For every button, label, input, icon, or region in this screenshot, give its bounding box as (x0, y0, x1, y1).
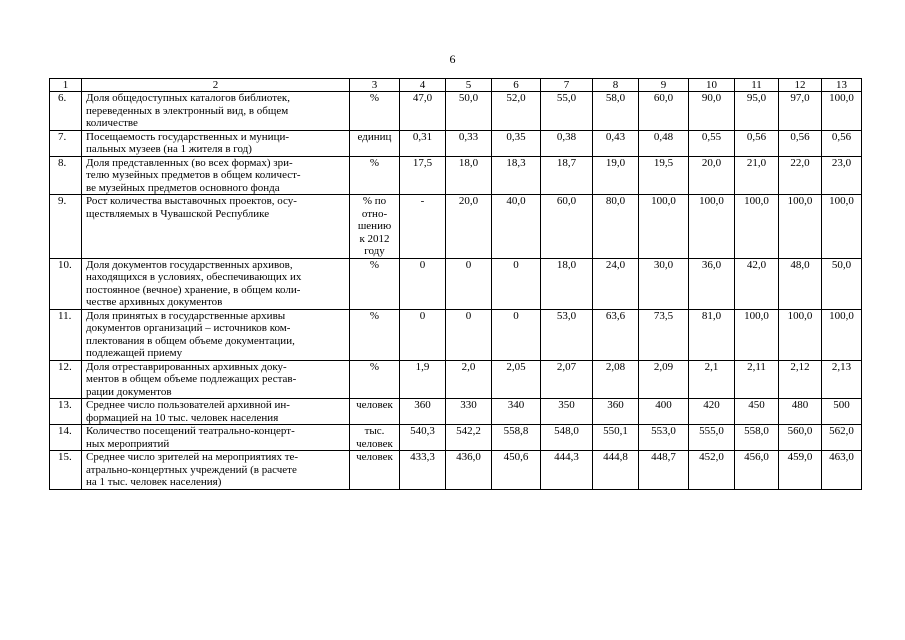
indicator-name-line: находящихся в условиях, обеспечивающих их (86, 271, 302, 283)
table-row (50, 130, 862, 156)
value-cell: 0,31 (400, 130, 446, 156)
value-cell: 0,35 (492, 130, 541, 156)
column-number-cell: 1 (50, 79, 82, 92)
unit-cell (350, 309, 400, 360)
column-number-cell: 7 (541, 79, 593, 92)
indicator-name-line: Доля принятых в государственные архивы (86, 309, 286, 322)
indicator-name-line: постоянное (вечное) хранение, в общем коли- (86, 283, 301, 296)
indicator-name-line: на 1 тыс. человек населения) (86, 476, 222, 488)
value-cell: 42,0 (735, 258, 779, 309)
value-cell: 2,1 (689, 360, 735, 399)
value-cell: 63,6 (593, 309, 639, 360)
value-cell: 100,0 (822, 309, 862, 360)
value-cell: 456,0 (735, 451, 779, 490)
unit-line: к 2012 (359, 232, 390, 245)
value-cell: 18,0 (446, 156, 492, 195)
value-cell: 23,0 (822, 156, 862, 195)
indicator-name (82, 399, 350, 425)
unit-line: % (369, 309, 380, 322)
value-cell: 450 (735, 399, 779, 425)
value-cell: 53,0 (541, 309, 593, 360)
value-cell: 30,0 (639, 258, 689, 309)
value-cell: 444,3 (541, 451, 593, 490)
indicator-name-line: Посещаемость государственных и муници- (86, 130, 290, 143)
indicator-name (82, 92, 350, 131)
value-cell: 360 (593, 399, 639, 425)
value-cell: 100,0 (779, 195, 822, 259)
indicator-name (82, 156, 350, 195)
value-cell: 444,8 (593, 451, 639, 490)
indicator-name-line: документов организаций – источников ком- (86, 322, 291, 334)
unit-cell (350, 130, 400, 156)
value-cell: 0 (400, 309, 446, 360)
indicator-name-line: телю музейных предметов в общем количест- (86, 169, 301, 181)
value-cell: 420 (689, 399, 735, 425)
unit-cell (350, 258, 400, 309)
value-cell: 0 (492, 309, 541, 360)
value-cell: 2,12 (779, 360, 822, 399)
indicator-name-line: пальных музеев (на 1 жителя в год) (86, 143, 252, 155)
value-cell: 2,09 (639, 360, 689, 399)
value-cell: 2,0 (446, 360, 492, 399)
indicator-name-line: количестве (86, 117, 138, 129)
value-cell: 80,0 (593, 195, 639, 259)
indicator-name-line: ществляемых в Чувашской Республике (86, 207, 270, 220)
value-cell: 100,0 (639, 195, 689, 259)
indicator-name-line: Доля документов государственных архивов, (86, 258, 293, 271)
value-cell: 20,0 (446, 195, 492, 259)
table-row (50, 92, 862, 131)
value-cell: 18,3 (492, 156, 541, 195)
value-cell: 81,0 (689, 309, 735, 360)
value-cell: - (400, 195, 446, 259)
value-cell: 60,0 (639, 92, 689, 131)
value-cell: 0,56 (735, 130, 779, 156)
value-cell: 400 (639, 399, 689, 425)
value-cell: 18,7 (541, 156, 593, 195)
column-number-cell: 6 (492, 79, 541, 92)
indicator-name-line: ве музейных предметов основного фонда (86, 181, 280, 194)
indicator-name-line: подлежащей приему (86, 347, 183, 359)
unit-cell (350, 399, 400, 425)
value-cell: 100,0 (689, 195, 735, 259)
value-cell: 436,0 (446, 451, 492, 490)
value-cell: 480 (779, 399, 822, 425)
value-cell: 50,0 (446, 92, 492, 131)
unit-cell (350, 156, 400, 195)
page-number: 6 (449, 52, 456, 66)
value-cell: 2,08 (593, 360, 639, 399)
value-cell: 100,0 (735, 309, 779, 360)
unit-line: шению (357, 220, 392, 232)
value-cell: 55,0 (541, 92, 593, 131)
value-cell: 0,56 (779, 130, 822, 156)
value-cell: 0 (446, 309, 492, 360)
unit-cell (350, 195, 400, 259)
value-cell: 21,0 (735, 156, 779, 195)
value-cell: 100,0 (735, 195, 779, 259)
column-number-cell: 9 (639, 79, 689, 92)
unit-line: человек (356, 437, 393, 450)
indicator-name-line: переведенных в электронный вид, в общем (86, 104, 289, 117)
value-cell: 330 (446, 399, 492, 425)
value-cell: 0,56 (822, 130, 862, 156)
row-number: 6. (50, 92, 82, 131)
value-cell: 562,0 (822, 425, 862, 451)
table-row (50, 258, 862, 309)
column-number-cell: 11 (735, 79, 779, 92)
indicator-name-line: Среднее число пользователей архивной ин- (86, 399, 290, 411)
table-row (50, 360, 862, 399)
row-number: 7. (50, 130, 82, 156)
row-number: 12. (50, 360, 82, 399)
row-number: 13. (50, 399, 82, 425)
unit-cell (350, 425, 400, 451)
column-number-cell: 8 (593, 79, 639, 92)
row-number: 15. (50, 451, 82, 490)
row-number: 10. (50, 258, 82, 309)
unit-line: человек (356, 451, 393, 463)
table-row (50, 399, 862, 425)
value-cell: 0 (446, 258, 492, 309)
unit-line: % (369, 258, 380, 271)
value-cell: 548,0 (541, 425, 593, 451)
value-cell: 90,0 (689, 92, 735, 131)
value-cell: 542,2 (446, 425, 492, 451)
row-number: 11. (50, 309, 82, 360)
value-cell: 0,43 (593, 130, 639, 156)
unit-line: % (369, 360, 380, 373)
column-number-cell: 3 (350, 79, 400, 92)
value-cell: 17,5 (400, 156, 446, 195)
value-cell: 340 (492, 399, 541, 425)
unit-cell (350, 451, 400, 490)
indicator-name (82, 130, 350, 156)
value-cell: 58,0 (593, 92, 639, 131)
value-cell: 459,0 (779, 451, 822, 490)
value-cell: 553,0 (639, 425, 689, 451)
indicators-table (49, 78, 862, 490)
column-number-cell: 2 (82, 79, 350, 92)
value-cell: 2,11 (735, 360, 779, 399)
value-cell: 22,0 (779, 156, 822, 195)
value-cell: 463,0 (822, 451, 862, 490)
unit-line: отно- (361, 207, 388, 220)
indicator-name-line: Количество посещений театрально-концерт- (86, 425, 295, 437)
unit-line: % по (362, 195, 387, 207)
indicator-name-line: Доля общедоступных каталогов библиотек, (86, 92, 290, 104)
value-cell: 540,3 (400, 425, 446, 451)
indicator-name-line: ных мероприятий (86, 437, 170, 450)
indicator-name (82, 195, 350, 259)
indicator-name-line: плектования в общем объеме документации, (86, 334, 295, 347)
indicator-name-line: рации документов (86, 385, 172, 398)
table-row (50, 195, 862, 259)
indicator-name-line: атрально-концертных учреждений (в расчете (86, 463, 297, 476)
value-cell: 48,0 (779, 258, 822, 309)
value-cell: 73,5 (639, 309, 689, 360)
value-cell: 100,0 (822, 195, 862, 259)
unit-cell (350, 92, 400, 131)
value-cell: 19,0 (593, 156, 639, 195)
unit-line: единиц (357, 130, 392, 143)
table-row (50, 309, 862, 360)
value-cell: 0 (400, 258, 446, 309)
value-cell: 0 (492, 258, 541, 309)
value-cell: 36,0 (689, 258, 735, 309)
column-number-cell: 5 (446, 79, 492, 92)
value-cell: 0,38 (541, 130, 593, 156)
indicator-name (82, 309, 350, 360)
value-cell: 0,55 (689, 130, 735, 156)
row-number: 9. (50, 195, 82, 259)
table-row (50, 156, 862, 195)
value-cell: 452,0 (689, 451, 735, 490)
value-cell: 560,0 (779, 425, 822, 451)
indicator-name-line: честве архивных документов (86, 296, 223, 308)
row-number: 14. (50, 425, 82, 451)
value-cell: 47,0 (400, 92, 446, 131)
indicator-name (82, 425, 350, 451)
value-cell: 1,9 (400, 360, 446, 399)
table-row (50, 425, 862, 451)
value-cell: 18,0 (541, 258, 593, 309)
value-cell: 350 (541, 399, 593, 425)
value-cell: 0,48 (639, 130, 689, 156)
value-cell: 95,0 (735, 92, 779, 131)
value-cell: 2,07 (541, 360, 593, 399)
column-number-cell: 13 (822, 79, 862, 92)
indicator-name (82, 258, 350, 309)
indicator-name (82, 451, 350, 490)
value-cell: 433,3 (400, 451, 446, 490)
unit-line: году (364, 245, 385, 257)
unit-line: человек (356, 399, 393, 411)
column-number-row (50, 79, 862, 92)
column-number-cell: 12 (779, 79, 822, 92)
value-cell: 50,0 (822, 258, 862, 309)
indicator-name-line: Доля представленных (во всех формах) зри- (86, 156, 293, 169)
unit-cell (350, 360, 400, 399)
value-cell: 555,0 (689, 425, 735, 451)
value-cell: 558,0 (735, 425, 779, 451)
value-cell: 0,33 (446, 130, 492, 156)
indicator-name-line: Среднее число зрителей на мероприятиях те- (86, 451, 299, 463)
unit-line: тыс. (364, 425, 385, 437)
value-cell: 360 (400, 399, 446, 425)
value-cell: 2,05 (492, 360, 541, 399)
row-number: 8. (50, 156, 82, 195)
column-number-cell: 4 (400, 79, 446, 92)
column-number-cell: 10 (689, 79, 735, 92)
value-cell: 500 (822, 399, 862, 425)
value-cell: 97,0 (779, 92, 822, 131)
unit-line: % (369, 156, 380, 169)
value-cell: 558,8 (492, 425, 541, 451)
indicator-name-line: ментов в общем объеме подлежащих рестав- (86, 373, 297, 385)
indicator-name-line: Рост количества выставочных проектов, осу- (86, 195, 297, 207)
value-cell: 450,6 (492, 451, 541, 490)
indicator-name-line: Доля отреставрированных архивных доку- (86, 360, 287, 373)
value-cell: 100,0 (779, 309, 822, 360)
unit-line: % (369, 92, 380, 104)
value-cell: 100,0 (822, 92, 862, 131)
indicator-name-line: формацией на 10 тыс. человек населения (86, 411, 279, 424)
value-cell: 60,0 (541, 195, 593, 259)
value-cell: 448,7 (639, 451, 689, 490)
value-cell: 550,1 (593, 425, 639, 451)
value-cell: 2,13 (822, 360, 862, 399)
table-row (50, 451, 862, 490)
indicator-name (82, 360, 350, 399)
value-cell: 40,0 (492, 195, 541, 259)
value-cell: 19,5 (639, 156, 689, 195)
value-cell: 52,0 (492, 92, 541, 131)
value-cell: 24,0 (593, 258, 639, 309)
value-cell: 20,0 (689, 156, 735, 195)
